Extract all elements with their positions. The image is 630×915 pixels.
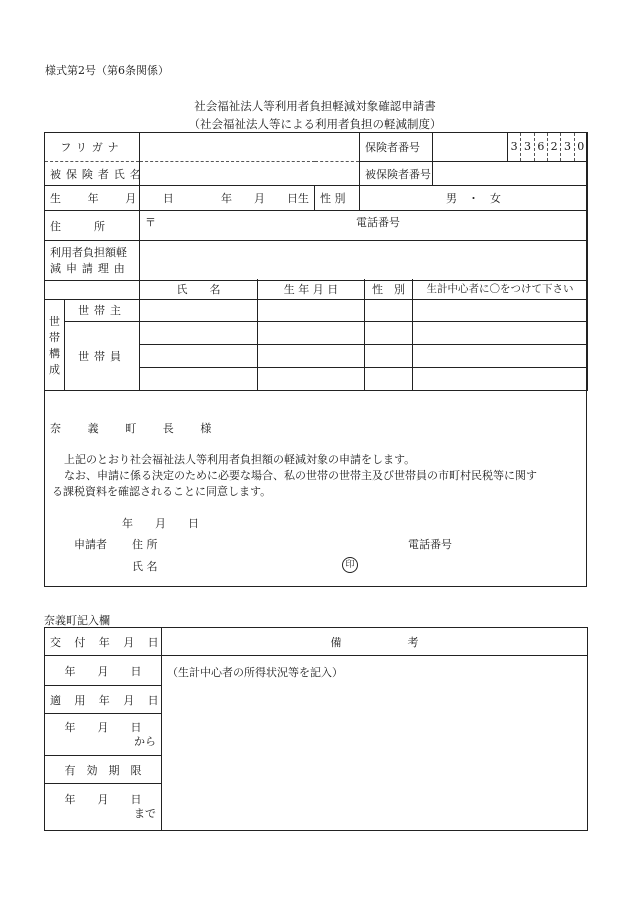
- household-vertical-label: 世 帯 構 成: [45, 299, 65, 390]
- applicant-label: 申請者: [74, 538, 107, 551]
- seal-mark: 印: [342, 557, 358, 573]
- sex-label: 性 別: [315, 186, 360, 211]
- birth-field[interactable]: 年 月 日生: [140, 186, 315, 211]
- household-head-earner[interactable]: [413, 299, 588, 321]
- applicant-address-label: 住 所: [132, 538, 158, 551]
- insurer-number-field: 3 3 6 2 3 0: [508, 133, 587, 161]
- sex-field[interactable]: 男 ・ 女: [360, 186, 588, 211]
- declaration-date[interactable]: 年 月 日: [122, 517, 199, 530]
- valid-until-field[interactable]: 年 月 日 まで: [45, 784, 162, 831]
- insurer-number-label: 保険者番号: [360, 133, 433, 162]
- member-earner[interactable]: [413, 367, 588, 390]
- valid-label: 有 効 期 限: [45, 756, 162, 784]
- member-sex[interactable]: [365, 321, 413, 344]
- applicant-phone-label: 電話番号: [408, 538, 452, 551]
- household-head-sex[interactable]: [365, 299, 413, 321]
- header-sex: 性 別: [365, 279, 413, 299]
- applicant-table: [44, 132, 588, 281]
- member-name[interactable]: [140, 344, 258, 367]
- remarks-note: （生計中心者の所得状況等を記入）: [167, 666, 343, 679]
- postal-mark: 〒: [145, 216, 156, 229]
- remarks-label: 備 考: [162, 628, 588, 656]
- insured-number-label: 被保険者番号: [360, 162, 433, 186]
- birth-label: 生 年 月 日: [45, 186, 140, 211]
- issue-date-label: 交 付 年 月 日: [45, 628, 162, 656]
- household-head-birth[interactable]: [258, 299, 365, 321]
- applicant-name-label: 氏 名: [132, 560, 158, 573]
- remarks-field[interactable]: [162, 656, 588, 831]
- member-sex[interactable]: [365, 367, 413, 390]
- member-earner[interactable]: [413, 344, 588, 367]
- apply-date-label: 適 用 年 月 日: [45, 686, 162, 714]
- apply-date-field[interactable]: 年 月 日 から: [45, 714, 162, 756]
- member-birth[interactable]: [258, 344, 365, 367]
- form-id: 様式第2号（第6条関係）: [45, 64, 169, 77]
- member-sex[interactable]: [365, 344, 413, 367]
- insured-name-label: 被保険者氏名: [45, 162, 140, 186]
- reason-field[interactable]: [140, 241, 588, 281]
- office-table: [44, 627, 588, 831]
- addressee: 奈 義 町 長 様: [50, 422, 223, 435]
- member-birth[interactable]: [258, 367, 365, 390]
- address-phone-label: 電話番号: [356, 216, 400, 229]
- header-main-earner: 生計中心者に〇をつけて下さい: [413, 279, 588, 299]
- household-member-label: 世帯員: [65, 321, 140, 390]
- office-section-label: 奈義町記入欄: [44, 614, 110, 627]
- address-field[interactable]: [140, 211, 588, 241]
- member-name[interactable]: [140, 367, 258, 390]
- furigana-field[interactable]: [140, 133, 360, 162]
- member-earner[interactable]: [413, 321, 588, 344]
- header-birth: 生 年 月 日: [258, 279, 365, 299]
- form-subtitle: （社会福祉法人等による利用者負担の軽減制度）: [188, 117, 442, 131]
- insured-name-field[interactable]: [140, 162, 360, 186]
- address-label: 住 所: [45, 211, 140, 241]
- declaration-line-3: る課税資料を確認されることに同意します。: [52, 485, 272, 498]
- household-head-name[interactable]: [140, 299, 258, 321]
- furigana-label: フリガナ: [45, 133, 140, 162]
- form-title: 社会福祉法人等利用者負担軽減対象確認申請書: [194, 99, 436, 113]
- member-birth[interactable]: [258, 321, 365, 344]
- issue-date-field[interactable]: 年 月 日: [45, 656, 162, 686]
- declaration-line-1: 上記のとおり社会福祉法人等利用者負担額の軽減対象の申請をします。: [64, 453, 416, 466]
- header-name: 氏 名: [140, 279, 258, 299]
- reason-label: 利用者負担額軽 減申請理由: [45, 241, 140, 281]
- household-table: [44, 279, 588, 391]
- household-head-label: 世帯主: [65, 299, 140, 321]
- declaration-line-2: なお、申請に係る決定のために必要な場合、私の世帯の世帯主及び世帯員の市町村民税等に関す: [64, 469, 537, 482]
- member-name[interactable]: [140, 321, 258, 344]
